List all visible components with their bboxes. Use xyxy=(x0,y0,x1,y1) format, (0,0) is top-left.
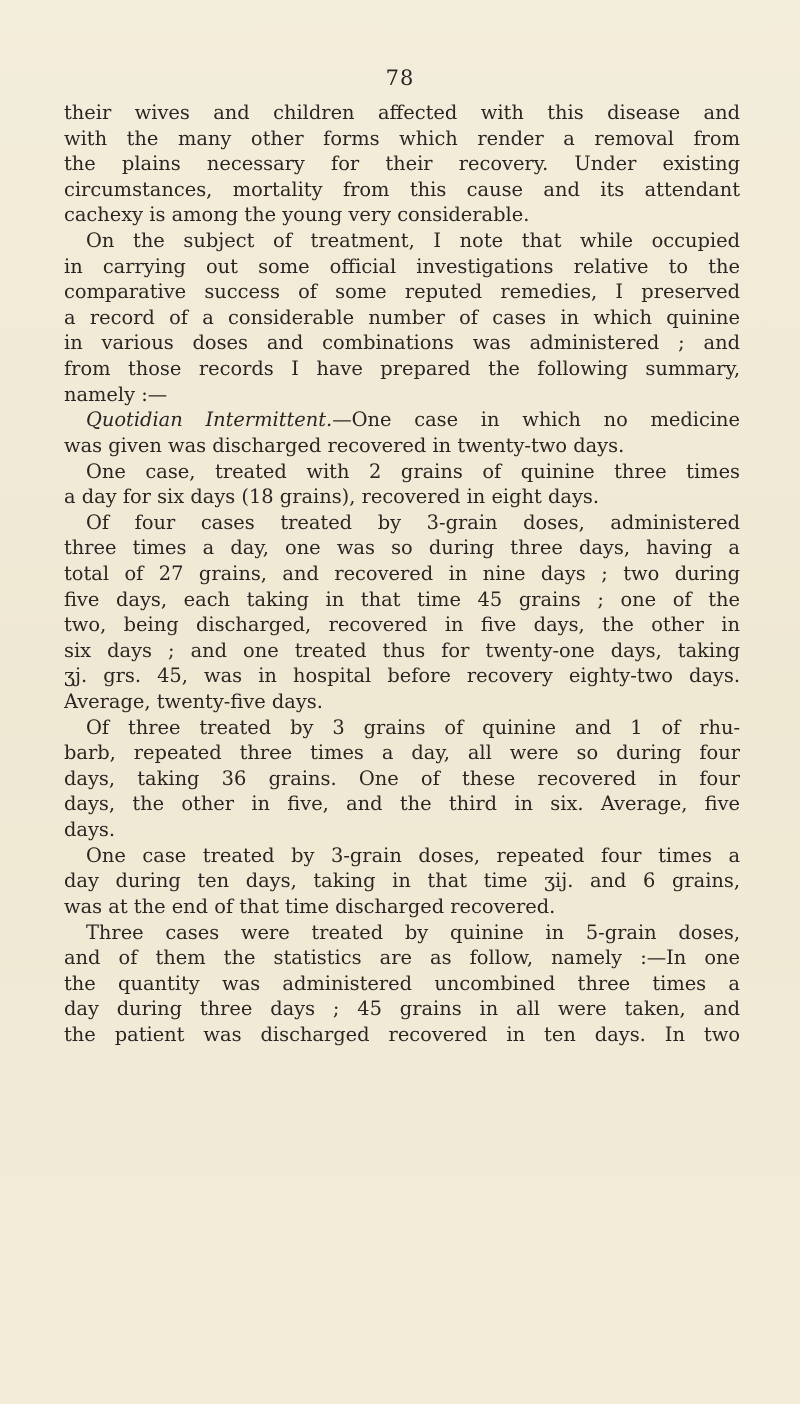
text-line xyxy=(64,126,740,152)
text-line xyxy=(64,100,740,126)
text-line xyxy=(64,945,740,971)
line-text: day during three days ; 45 grains in all were taken, and xyxy=(64,997,740,1021)
text-line xyxy=(64,202,740,228)
text-line xyxy=(64,689,740,715)
line-text: circumstances, mortality from this cause and its attendant xyxy=(64,177,740,201)
text-line xyxy=(64,868,740,894)
text-line xyxy=(64,894,740,920)
text-line xyxy=(64,663,740,689)
line-text: three times a day, one was so during three days, having a xyxy=(64,536,740,560)
text-line xyxy=(64,612,740,638)
line-text: On the subject of treatment, I note that while occupied xyxy=(86,229,740,253)
line-text: a record of a considerable number of cases in which quinine xyxy=(64,305,740,329)
line-text: barb, repeated three times a day, all were so during four xyxy=(64,741,740,765)
line-text: six days ; and one treated thus for twenty-one days, taking xyxy=(64,638,740,662)
line-text: Of four cases treated by 3-grain doses, administered xyxy=(86,510,740,534)
line-text: —One case in which no medicine xyxy=(332,408,740,432)
text-line xyxy=(64,996,740,1022)
text-line xyxy=(64,971,740,997)
line-text: total of 27 grains, and recovered in nine days ; two during xyxy=(64,561,740,585)
text-line xyxy=(64,228,740,254)
text-line xyxy=(64,433,740,459)
text-line xyxy=(64,817,740,843)
line-text: from those records I have prepared the following summary, xyxy=(64,357,740,381)
text-line xyxy=(64,330,740,356)
text-line xyxy=(64,151,740,177)
text-line xyxy=(64,510,740,536)
line-text: Average, twenty-five days. xyxy=(64,690,323,714)
text-line xyxy=(64,561,740,587)
line-text: was at the end of that time discharged recovered. xyxy=(64,894,556,918)
line-text: in carrying out some official investigations relative to the xyxy=(64,254,740,278)
line-text: a day for six days (18 grains), recovered in eight days. xyxy=(64,485,600,509)
line-text: days, the other in five, and the third in six. Average, five xyxy=(64,792,740,816)
text-line xyxy=(64,638,740,664)
line-text: namely :— xyxy=(64,382,168,406)
line-text: Of three treated by 3 grains of quinine and 1 of rhu- xyxy=(86,715,740,739)
section-heading: Quotidian Intermittent. xyxy=(86,408,333,432)
line-text: comparative success of some reputed remedies, I preserved xyxy=(64,280,740,304)
text-line xyxy=(64,535,740,561)
text-line xyxy=(64,484,740,510)
text-line xyxy=(64,382,740,408)
line-text: their wives and children affected with this disease and xyxy=(64,101,740,124)
text-line xyxy=(64,356,740,382)
body-text xyxy=(64,100,740,1048)
page-number: 78 xyxy=(385,66,415,90)
line-text: in various doses and combinations was administered ; and xyxy=(64,331,740,355)
line-text: cachexy is among the young very considerable. xyxy=(64,203,530,227)
line-text: two, being discharged, recovered in five days, the other in xyxy=(64,613,740,637)
text-line xyxy=(64,177,740,203)
line-text: the quantity was administered uncombined three times a xyxy=(64,971,740,995)
text-line xyxy=(64,587,740,613)
text-line xyxy=(64,254,740,280)
text-line xyxy=(64,791,740,817)
line-text: One case treated by 3-grain doses, repeated four times a xyxy=(86,843,740,867)
line-text: One case, treated with 2 grains of quinine three times xyxy=(86,459,740,483)
line-text: with the many other forms which render a removal from xyxy=(64,126,740,150)
text-line xyxy=(64,279,740,305)
line-text: days, taking 36 grains. One of these recovered in four xyxy=(64,766,740,790)
line-text: five days, each taking in that time 45 grains ; one of the xyxy=(64,587,740,611)
text-line xyxy=(64,407,740,433)
line-text: day during ten days, taking in that time ʒij. and 6 grains, xyxy=(64,869,740,893)
text-line xyxy=(64,1022,740,1048)
line-text: the patient was discharged recovered in ten days. In two xyxy=(64,1022,740,1046)
line-text: was given was discharged recovered in twenty-two days. xyxy=(64,433,625,457)
text-line xyxy=(64,766,740,792)
line-text: Three cases were treated by quinine in 5-grain doses, xyxy=(86,920,740,944)
text-line xyxy=(64,740,740,766)
line-text: the plains necessary for their recovery. Under existing xyxy=(64,152,740,176)
line-text: and of them the statistics are as follow, namely :—In one xyxy=(64,946,740,970)
text-line xyxy=(64,843,740,869)
text-line xyxy=(64,305,740,331)
text-line xyxy=(64,920,740,946)
text-line xyxy=(64,459,740,485)
line-text: days. xyxy=(64,818,116,842)
line-text: ʒj. grs. 45, was in hospital before recovery eighty-two days. xyxy=(64,664,740,688)
text-line xyxy=(64,715,740,741)
